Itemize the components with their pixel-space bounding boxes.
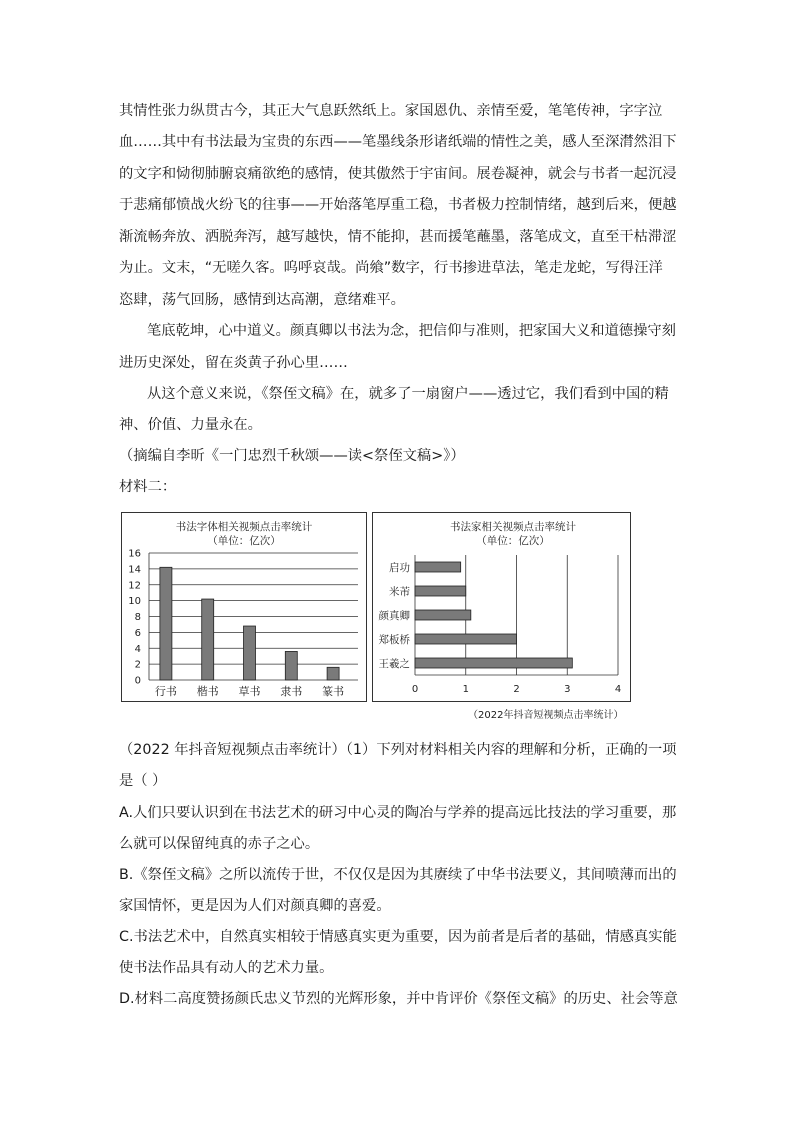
y-tick-label: 8	[134, 612, 141, 623]
option-a-cont: 么就可以保留纯真的赤子之心。	[119, 836, 320, 852]
article-line: 从这个意义来说，《祭侄文稿》在，就多了一扇窗户——透过它，我们看到中国的精	[147, 386, 669, 402]
material2-label: 材料二：	[119, 479, 177, 495]
article-line: 恣肆，荡气回肠，感情到达高潮，意绪难平。	[119, 292, 405, 308]
x-tick-label: 2	[513, 684, 520, 695]
bar	[285, 651, 297, 680]
article-line: 的文字和恸彻肺腑哀痛欲绝的感情，使其傲然于宇宙间。展卷凝神，就会与书者一起沉浸	[119, 166, 677, 182]
x-tick-label: 0	[411, 684, 419, 695]
y-tick-label: 6	[134, 627, 141, 639]
x-category-label: 行书	[154, 685, 177, 698]
y-tick-label: 16	[128, 548, 141, 560]
article-line: 血……其中有书法最为宝贵的东西——笔墨线条形诸纸端的情性之美，感人至深潸然泪下	[119, 134, 677, 150]
x-category-label: 楷书	[196, 685, 219, 698]
article-line: 渐流畅奔放、洒脱奔泻，越写越快，情不能抑，甚而援笔蘸墨，落笔成文，直至干枯滞涩	[119, 229, 677, 245]
y-tick-label: 4	[134, 643, 141, 655]
question-stem: （2022 年抖音短视频点击率统计）（1）下列对材料相关内容的理解和分析，正确的一项	[119, 742, 677, 758]
bar	[415, 610, 471, 620]
x-tick-label: 4	[614, 684, 622, 695]
chart2-subtitle: （单位：亿次）	[476, 535, 550, 547]
font-click-chart	[122, 513, 366, 701]
option-b[interactable]: B.《祭侄文稿》之所以流传于世，不仅仅是因为其赓续了中华书法要义，其间喷薄而出的	[119, 867, 677, 883]
x-category-label: 篆书	[322, 685, 345, 698]
y-tick-label: 14	[128, 564, 141, 576]
y-tick-label: 0	[134, 675, 141, 687]
x-tick-label: 3	[564, 684, 571, 695]
y-category-label: 米芾	[389, 586, 410, 598]
bar	[415, 634, 517, 644]
y-category-label: 王羲之	[378, 658, 410, 670]
y-tick-label: 10	[128, 596, 141, 608]
y-category-label: 颜真卿	[378, 610, 410, 622]
option-c[interactable]: C.书法艺术中，自然真实相较于情感真实更为重要，因为前者是后者的基础，情感真实能	[119, 929, 677, 945]
article-line: 笔底乾坤，心中道义。颜真卿以书法为念，把信仰与准则，把家国大义和道德操守刻	[147, 323, 676, 339]
option-d[interactable]: D.材料二高度赞扬颜氏忠义节烈的光辉形象，并中肯评价《祭侄文稿》的历史、社会等意	[119, 991, 678, 1007]
bar	[415, 586, 466, 596]
article-line: 进历史深处，留在炎黄子孙心里……	[119, 355, 348, 371]
font-chart-panel	[121, 512, 367, 702]
bar	[415, 658, 572, 668]
y-category-label: 郑板桥	[378, 634, 410, 646]
charts-figure	[121, 512, 631, 702]
article-line: 为止。文末，“无嗟久客。呜呼哀哉。尚飨”数字，行书掺进草法，笔走龙蛇，写得汪洋	[119, 260, 663, 276]
citation: （摘编自李昕《一门忠烈千秋颂——读<祭侄文稿>》）	[119, 448, 465, 464]
calligrapher-chart-panel	[372, 512, 631, 702]
article-line: 其情性张力纵贯古今，其正大气息跃然纸上。家国恩仇、亲情至爱，笔笔传神，字字泣	[119, 103, 663, 119]
option-a[interactable]: A.人们只要认识到在书法艺术的研习中心灵的陶冶与学养的提高远比技法的学习重要，那	[119, 805, 677, 821]
bar	[160, 567, 172, 680]
bar	[244, 626, 256, 680]
bar	[202, 599, 214, 680]
calligrapher-click-chart	[373, 513, 630, 701]
x-tick-label: 1	[462, 684, 469, 695]
y-tick-label: 2	[134, 659, 141, 671]
x-category-label: 隶书	[280, 685, 303, 698]
y-category-label: 启功	[389, 562, 410, 574]
question-stem: 是（ ）	[119, 773, 167, 789]
option-b-cont: 家国情怀，更是因为人们对颜真卿的喜爱。	[119, 898, 391, 914]
option-c-cont: 使书法作品具有动人的艺术力量。	[119, 960, 334, 976]
chart2-title: 书法家相关视频点击率统计	[450, 521, 576, 533]
bar	[415, 562, 461, 572]
x-category-label: 草书	[238, 685, 261, 698]
chart1-title: 书法字体相关视频点击率统计	[175, 521, 313, 533]
article-line: 神、价值、力量永在。	[119, 417, 262, 433]
chart-source-note: （2022年抖音短视频点击率统计）	[468, 710, 624, 721]
bar	[327, 667, 339, 680]
article-line: 于悲痛郁愤战火纷飞的往事——开始落笔厚重工稳，书者极力控制情绪，越到后来，便越	[119, 197, 677, 213]
y-tick-label: 12	[128, 580, 141, 592]
chart1-subtitle: （单位：亿次）	[207, 535, 281, 547]
